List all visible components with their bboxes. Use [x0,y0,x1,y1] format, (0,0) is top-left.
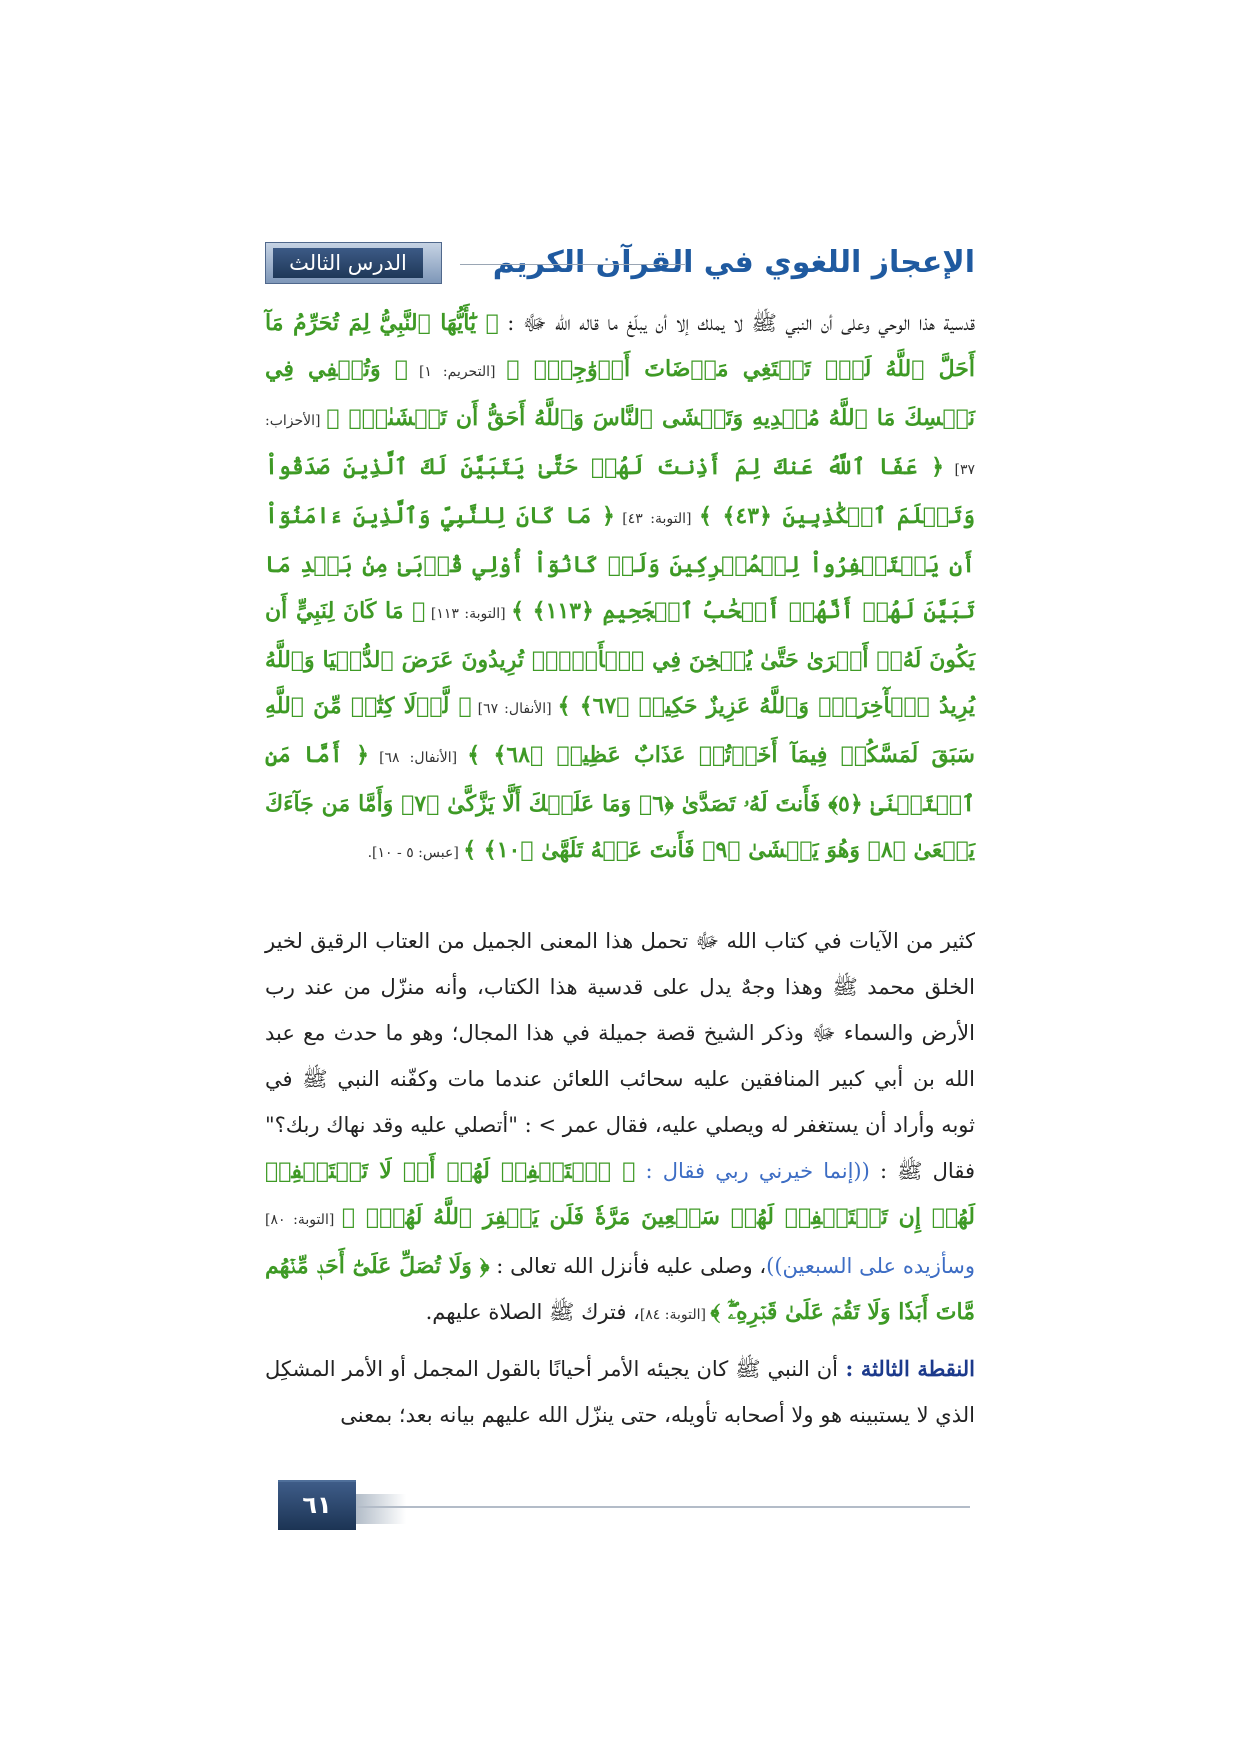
verse-reference: [الأنفال: ٦٧] [471,701,558,717]
footer-divider [356,1506,970,1508]
quran-verse: ﴿ وَلَا تُصَلِّ عَلَىٰٓ أَحَدٖ مِّنۡهُم مَّاتَ أَبَدٗا وَلَا تَقُمۡ عَلَىٰ قَبۡرِهِۦٓۖ ﴾ [265,1253,975,1325]
section-label: النقطة الثالثة : [838,1356,975,1381]
quran-verse: ﴿ مَا كَانَ لِنَبِيٍّ أَن يَكُونَ لَهُۥٓ أَسۡرَىٰ حَتَّىٰ يُثۡخِنَ فِي ٱلۡأَرۡضِۚ تُرِيدُونَ عَرَضَ ٱلدُّنۡيَا وَٱللَّهُ يُرِيدُ ٱلۡأٓخِرَةَۗ وَٱللَّهُ عَزِيزٌ حَكِيمٞ ﴿٦٧﴾ ﴾ [265,598,975,719]
quran-verse: ﴿ أَمَّا مَنِ ٱسۡتَغۡنَىٰ ﴿٥﴾ فَأَنتَ لَهُۥ تَصَدَّىٰ ﴿٦﴾ وَمَا عَلَيۡكَ أَلَّا يَزَّكَّىٰ ﴿٧﴾ وَأَمَّا مَن جَآءَكَ يَسۡعَىٰ ﴿٨﴾ وَهُوَ يَخۡشَىٰ ﴿٩﴾ فَأَنتَ عَنۡهُ تَلَهَّىٰ ﴿١٠﴾ ﴾ [265,742,976,863]
page-footer [278,1480,970,1530]
page-header [265,240,975,286]
book-title: الإعجاز اللغوي في القرآن الكريم [492,245,975,280]
verse-reference: [الأحزاب: ٣٧] [265,413,975,478]
verse-reference: [التوبة: ٨٤] [639,1307,711,1323]
body-text: كثير من الآيات في كتاب الله ﷻ تحمل هذا المعنى الجميل من العتاب الرقيق لخير الخلق محمد ﷺ وهذا وجهٌ يدل على قدسية هذا الكتاب، وأنه منزّل من عند رب الأرض والسماء ﷻ وذكر الشيخ قصة جميلة في هذا المجال؛ وهو ما حدث مع عبد الله بن أبي كبير المنافقين عليه سحائب اللعائن عندما مات وكفّنه النبي ﷺ في ثوبه وأراد أن يستغفر له ويصلي عليه، فقال عمر > : "أتصلي عليه وقد نهاك ربك؟" فقال ﷺ : [265,929,976,1183]
quran-verse: ﴿ لَّوۡلَا كِتَٰبٞ مِّنَ ٱللَّهِ سَبَقَ لَمَسَّكُمۡ فِيمَآ أَخَذۡتُمۡ عَذَابٌ عَظِيمٞ ﴿٦٨﴾ ﴾ [265,693,975,768]
quran-verse: ﴿ عَفَا ٱللَّهُ عَنكَ لِمَ أَذِنتَ لَهُمۡ حَتَّىٰ يَتَبَيَّنَ لَكَ ٱلَّذِينَ صَدَقُواْ وَتَعۡلَمَ ٱلۡكَٰذِبِينَ ﴿٤٣﴾ ﴾ [265,454,975,529]
paragraph-story [265,918,975,1338]
paragraph-third-point [265,1346,975,1438]
verse-reference: [التوبة: ١١٣] [425,606,512,622]
page-body [265,300,975,1446]
quran-verse: ﴿ يَٰٓأَيُّهَا ٱلنَّبِيُّ لِمَ تُحَرِّمُ مَآ أَحَلَّ ٱللَّهُ لَكَۖ تَبۡتَغِي مَرۡضَاتَ أَزۡوَٰجِكَۚ ﴾ [265,310,975,382]
header-divider [460,264,685,265]
quran-verse: ﴿ وَتُخۡفِي فِي نَفۡسِكَ مَا ٱللَّهُ مُبۡدِيهِ وَتَخۡشَى ٱلنَّاسَ وَٱللَّهُ أَحَقُّ أَن تَخۡشَىٰهُۖ ﴾ [265,356,975,431]
body-text: أن النبي ﷺ كان يجيئه الأمر أحيانًا بالقول المجمل أو الأمر المشكِل الذي لا يستبينه هو ولا أصحابه تأويله، حتى ينزّل الله عليهم بيانه بعد؛ بمعنى [265,1357,975,1427]
lesson-badge [265,242,442,284]
paragraph-verses [265,300,975,876]
page-number: ٦١ [278,1480,356,1530]
body-text: ، فترك ﷺ الصلاة عليهم. [425,1300,640,1324]
footer-gradient [356,1494,406,1524]
verse-reference: [عبس: ٥ - ١٠]. [367,845,464,861]
hadith-text: ((إنما خيرني ربي فقال : [635,1159,870,1183]
verse-reference: [التوبة: ٤٣] [614,511,699,527]
quran-verse: ﴿ ٱسۡتَغۡفِرۡ لَهُمۡ أَوۡ لَا تَسۡتَغۡفِرۡ لَهُمۡ إِن تَسۡتَغۡفِرۡ لَهُمۡ سَبۡعِينَ مَرَّةٗ فَلَن يَغۡفِرَ ٱللَّهُ لَهُمۡۚ ﴾ [265,1158,975,1230]
lesson-label: الدرس الثالث [273,248,423,278]
verse-reference: [التوبة: ٨٠] [265,1212,342,1228]
body-text: قدسية هذا الوحي وعلى أن النبي ﷺ لا يملك إلا أن يبلّغ ما قاله الله ﷻ : [498,311,975,335]
quran-verse: ﴿ مَا كَانَ لِلنَّبِيِّ وَٱلَّذِينَ ءَامَنُوٓاْ أَن يَسۡتَغۡفِرُواْ لِلۡمُشۡرِكِينَ وَلَوۡ كَانُوٓاْ أُوْلِي قُرۡبَىٰ مِنۢ بَعۡدِ مَا تَبَيَّنَ لَهُمۡ أَنَّهُمۡ أَصۡحَٰبُ ٱلۡجَحِيمِ ﴿١١٣﴾ ﴾ [265,503,976,624]
verse-reference: [التحريم: ١] [408,364,507,380]
verse-reference: [الأنفال: ٦٨] [368,750,468,766]
body-text: ، وصلى عليه فأنزل الله تعالى : [489,1254,767,1278]
paragraph-spacer [265,884,975,918]
hadith-text: وسأزيده على السبعين)) [766,1254,975,1278]
